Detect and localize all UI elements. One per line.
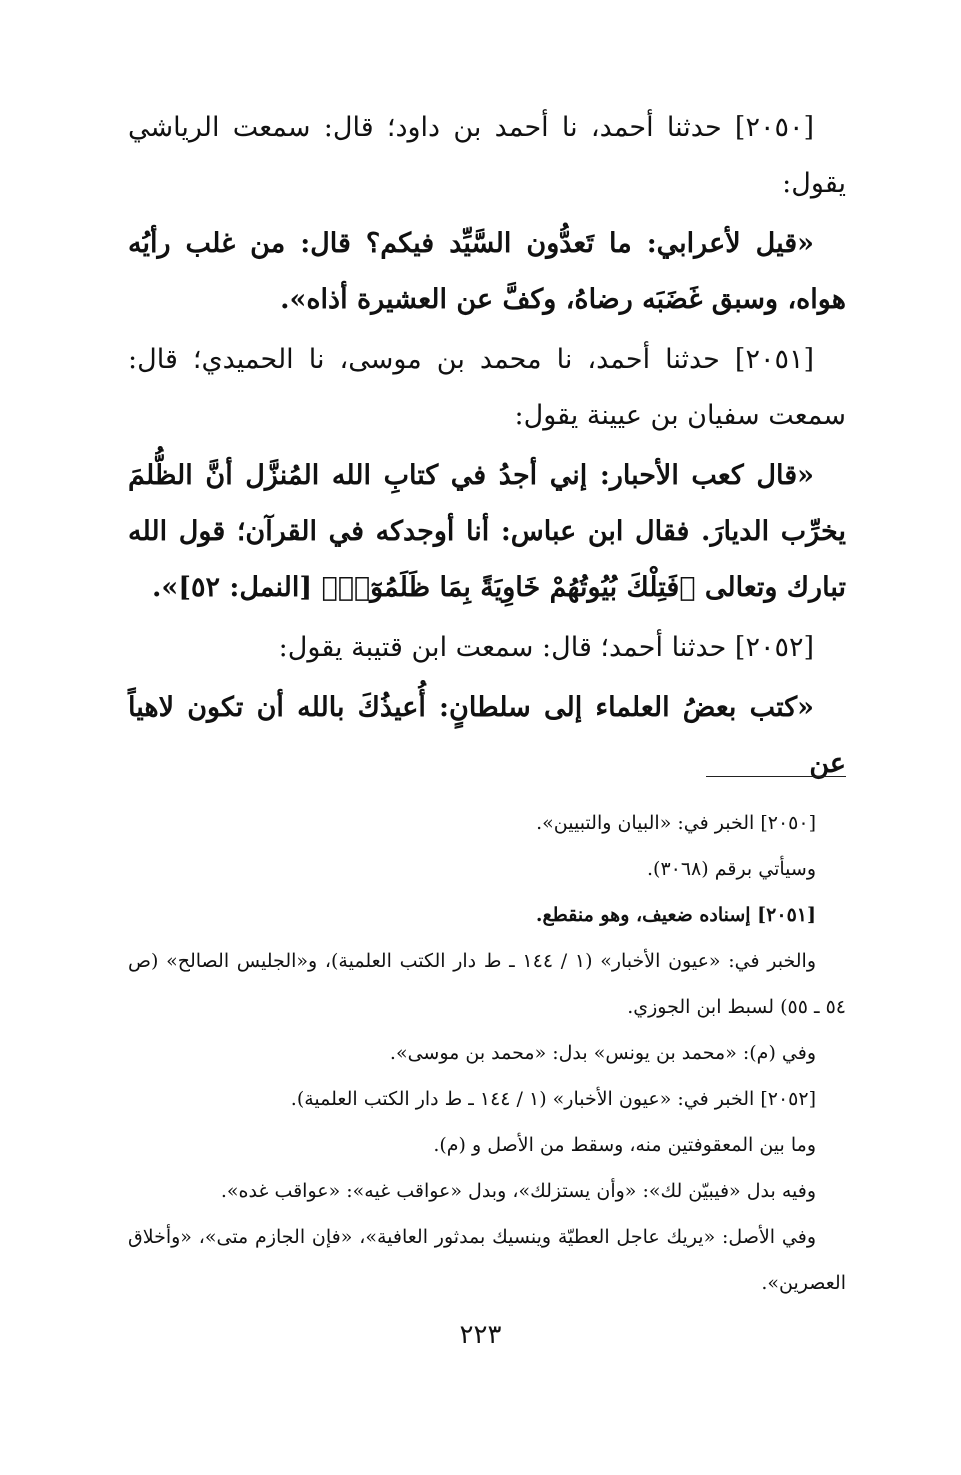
quote-2051: «قال كعب الأحبار: إني أجدُ في كتابِ الله المُنزَّل أنَّ الظُّلمَ يخرِّب الديارَ. فقال ابن عباس: أنا أوجدكه في القرآن؛ قول الله تبارك وتعالى ﴿فَتِلْكَ بُيُوتُهُمْ خَاوِيَةً بِمَا ظَلَمُوٓا۟﴾ [النمل: ٥٢]».	[128, 460, 846, 603]
footnote-2052-brackets: وما بين المعقوفتين منه، وسقط من الأصل و (م).	[433, 1134, 816, 1156]
footnote-2051: [٢٠٥١] إسناده ضعيف، وهو منقطع.	[535, 904, 816, 926]
footnote-2050: [٢٠٥٠] الخبر في: «البيان والتبيين».	[536, 812, 816, 834]
page-body	[128, 100, 846, 1294]
page-number: ٢٢٣	[459, 1320, 502, 1350]
quote-2052: «كتب بعضُ العلماء إلى سلطانٍ: أُعيذُكَ بالله أن تكون لاهياً عن	[128, 692, 846, 779]
footnote-2051-variant: وفي (م): «محمد بن يونس» بدل: «محمد بن موسى».	[389, 1042, 816, 1064]
narration-2050: [٢٠٥٠] حدثنا أحمد، نا أحمد بن داود؛ قال: سمعت الرياشي يقول:	[128, 112, 846, 199]
quote-2050: «قيل لأعرابي: ما تَعدُّون السَّيِّد فيكم؟ قال: من غلب رأيُه هواه، وسبق غَضَبَه رضاهُ، وكفَّ عن العشيرة أذاه».	[128, 228, 846, 315]
main-text	[128, 100, 846, 792]
footnote-2050-cross-ref: وسيأتي برقم (٣٠٦٨).	[646, 858, 816, 880]
narration-2051: [٢٠٥١] حدثنا أحمد، نا محمد بن موسى، نا الحميدي؛ قال: سمعت سفيان بن عيينة يقول:	[128, 344, 846, 431]
footnote-2051-source: والخبر في: «عيون الأخبار» (١ / ١٤٤ ـ ط دار الكتب العلمية)، و«الجليس الصالح» (ص ٥٤ ـ ٥٥) لسبط ابن الجوزي.	[128, 950, 846, 1018]
footnote-divider	[706, 776, 846, 777]
footnote-2052-variant: وفيه بدل «فيبيّن لك»: «وأن يستزلك»، وبدل «عواقب غيه»: «عواقب غده».	[220, 1180, 816, 1202]
footnotes	[128, 800, 846, 1306]
footnote-2052: [٢٠٥٢] الخبر في: «عيون الأخبار» (١ / ١٤٤ ـ ط دار الكتب العلمية).	[290, 1088, 816, 1110]
narration-2052: [٢٠٥٢] حدثنا أحمد؛ قال: سمعت ابن قتيبة يقول:	[278, 632, 814, 663]
footnote-2052-original: وفي الأصل: «يريك عاجل العطيّة وينسيك بمدثور العافية»، «فإن الجازم متى»، «وأخلاق العصرين».	[128, 1226, 846, 1294]
